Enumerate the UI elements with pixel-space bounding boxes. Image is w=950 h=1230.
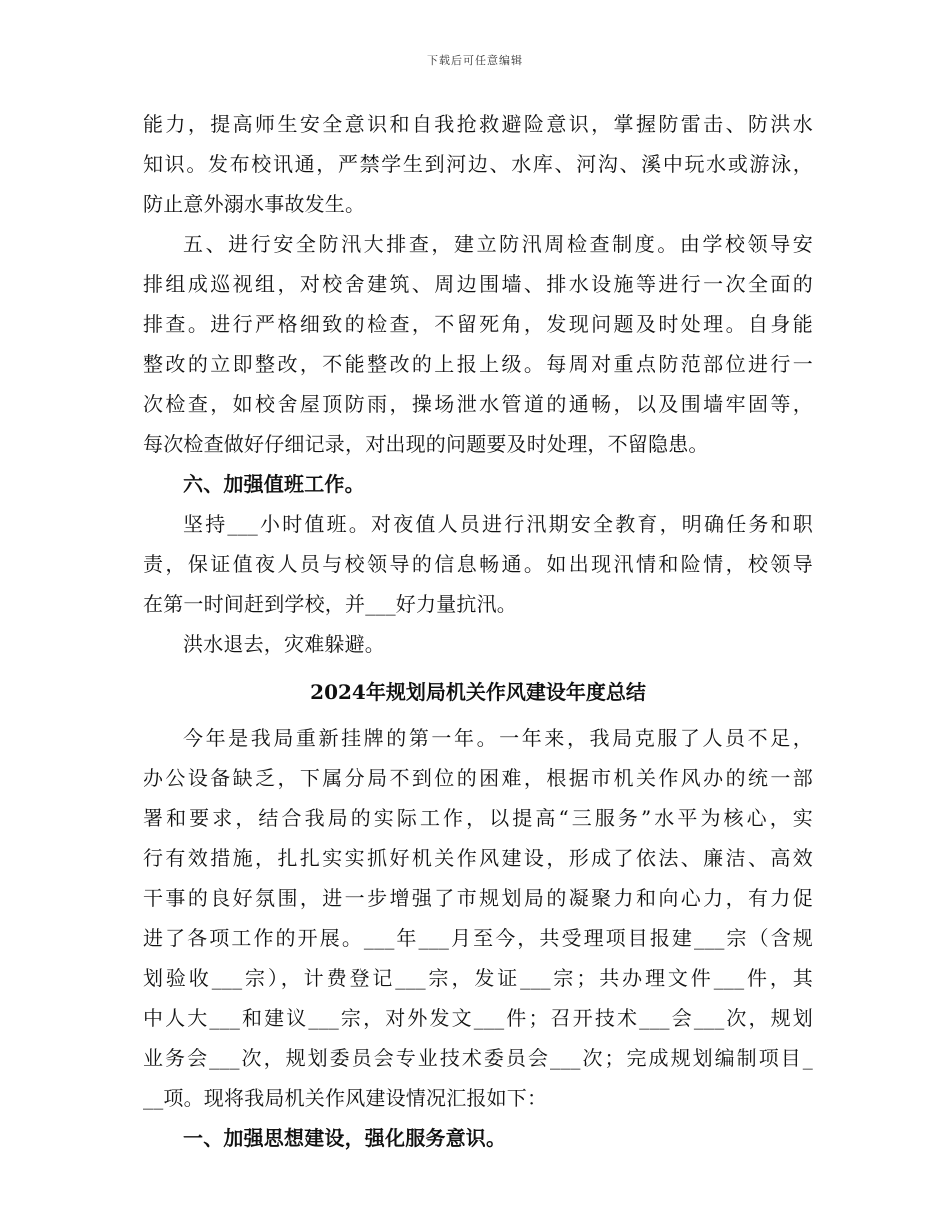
paragraph-line: 每次检查做好仔细记录，对出现的问题要及时处理，不留隐患。 xyxy=(143,432,709,456)
paragraph-line: __项。现将我局机关作风建设情况汇报如下： xyxy=(143,1086,548,1110)
paragraph-line: 办公设备缺乏，下属分局不到位的困难，根据市机关作风办的统一部 xyxy=(143,766,813,790)
summary-paragraph xyxy=(143,718,813,1118)
paragraph-line: 责，保证值夜人员与校领导的信息畅通。如出现汛情和险情，校领导 xyxy=(143,552,813,576)
paragraph-line: 排查。进行严格细致的检查，不留死角，发现问题及时处理。自身能 xyxy=(143,312,813,336)
paragraph-line: 划验收___宗），计费登记___宗，发证___宗；共办理文件___件，其 xyxy=(143,966,813,990)
section-one-paragraph xyxy=(143,104,813,224)
paragraph-line: 进了各项工作的开展。___年___月至今，共受理项目报建___宗（含规 xyxy=(143,926,813,950)
paragraph-line: 知识。发布校讯通，严禁学生到河边、水库、河沟、溪中玩水或游泳， xyxy=(143,152,813,176)
paragraph-line: 次检查，如校舍屋顶防雨，操场泄水管道的通畅，以及围墙牢固等， xyxy=(143,392,813,416)
paragraph-line: 五、进行安全防汛大排查，建立防汛周检查制度。由学校领导安 xyxy=(183,232,813,256)
paragraph-line: 在第一时间赶到学校，并___好力量抗汛。 xyxy=(143,592,517,616)
section-six-heading: 六、加强值班工作。 xyxy=(183,472,365,496)
paragraph-line: 整改的立即整改，不能整改的上报上级。每周对重点防范部位进行一 xyxy=(143,352,813,376)
paragraph-line: 坚持___小时值班。对夜值人员进行汛期安全教育，明确任务和职 xyxy=(183,512,813,536)
section-five-paragraph xyxy=(143,224,813,464)
paragraph-line: 防止意外溺水事故发生。 xyxy=(143,192,366,216)
page-header-note: 下载后可任意编辑 xyxy=(427,54,523,67)
closing-line: 洪水退去，灾难躲避。 xyxy=(183,632,385,656)
document-body xyxy=(143,104,813,1158)
paragraph-line: 署和要求，结合我局的实际工作，以提高“三服务”水平为核心，实 xyxy=(143,806,813,830)
paragraph-line: 排组成巡视组，对校舍建筑、周边围墙、排水设施等进行一次全面的 xyxy=(143,272,813,296)
paragraph-line: 中人大___和建议___宗，对外发文___件；召开技术___会___次，规划 xyxy=(143,1006,813,1030)
paragraph-line: 今年是我局重新挂牌的第一年。一年来，我局克服了人员不足， xyxy=(183,726,813,750)
section-six-paragraph xyxy=(143,504,813,624)
paragraph-line: 能力，提高师生安全意识和自我抢救避险意识，掌握防雷击、防洪水 xyxy=(143,112,813,136)
paragraph-line: 业务会___次，规划委员会专业技术委员会___次；完成规划编制项目_ xyxy=(143,1046,813,1070)
summary-subheading: 一、加强思想建设，强化服务意识。 xyxy=(183,1126,507,1150)
paragraph-line: 行有效措施，扎扎实实抓好机关作风建设，形成了依法、廉洁、高效 xyxy=(143,846,813,870)
paragraph-line: 干事的良好氛围，进一步增强了市规划局的凝聚力和向心力，有力促 xyxy=(143,886,813,910)
document-title: 2024年规划局机关作风建设年度总结 xyxy=(310,680,646,704)
